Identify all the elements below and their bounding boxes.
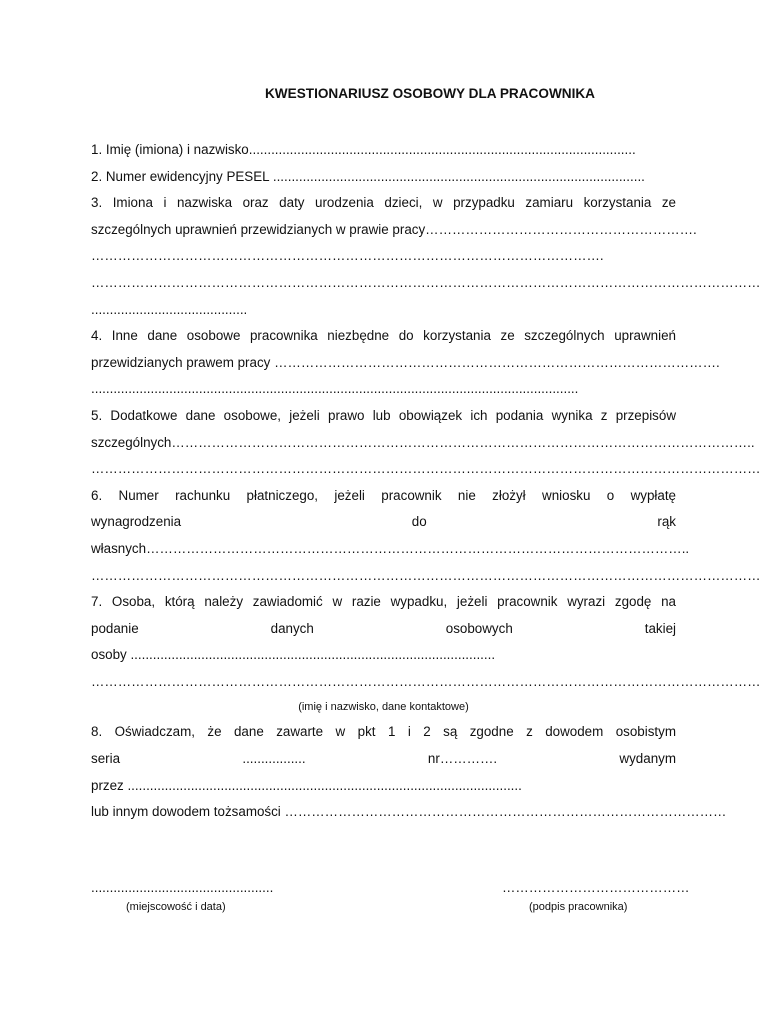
form-line: osoby .................................................................................................. xyxy=(91,647,496,663)
form-line: szczególnych uprawnień przewidzianych w prawie pracy……………………………………………………. xyxy=(91,221,697,237)
form-line: .......................................... xyxy=(91,301,248,317)
form-line: seria ................. nr…………. wydanym xyxy=(91,751,676,767)
form-line: 3. Imiona i nazwiska oraz daty urodzenia dzieci, w przypadku zamiaru korzystania ze xyxy=(91,195,676,211)
form-line: podanie danych osobowych takiej xyxy=(91,620,676,636)
place-date-line: ................................................. xyxy=(91,880,274,895)
form-line: 7. Osoba, którą należy zawiadomić w razie wypadku, jeżeli pracownik wyrazi zgodę na xyxy=(91,594,676,610)
form-line: 8. Oświadczam, że dane zawarte w pkt 1 i 2 są zgodne z dowodem osobistym xyxy=(91,724,676,740)
form-line: …………………………………………………………………………………………………………………………………… xyxy=(91,461,761,477)
form-line: przewidzianych prawem pracy ………………………………………………………………………………………. xyxy=(91,354,720,370)
form-line: własnych………………………………………………………………………………………………………….. xyxy=(91,540,690,556)
form-line: wynagrodzenia do rąk xyxy=(91,514,676,530)
place-date-signature-block xyxy=(91,880,273,913)
employee-signature-line: …………………………………… xyxy=(502,880,690,895)
form-line: 2. Numer ewidencyjny PESEL .................................................................................................... xyxy=(91,168,645,184)
form-line: ……………………………………………………………………………………………………. xyxy=(91,248,604,264)
form-line: przez .......................................................................................................... xyxy=(91,777,522,793)
questionnaire-body xyxy=(91,137,761,826)
employee-signature-block xyxy=(502,880,689,913)
place-date-label: (miejscowość i data) xyxy=(126,901,226,913)
form-line: …………………………………………………………………………………………………………………………………… xyxy=(91,567,761,583)
field-caption: (imię i nazwisko, dane kontaktowe) xyxy=(298,701,469,714)
form-line: 4. Inne dane osobowe pracownika niezbędne do korzystania ze szczególnych uprawnień xyxy=(91,328,676,344)
document-title: KWESTIONARIUSZ OSOBOWY DLA PRACOWNIKA xyxy=(264,86,596,101)
form-line: …………………………………………………………………………………………………………………………………… xyxy=(91,274,761,290)
form-line: szczególnych………………………………………………………………………………………………………………….. xyxy=(91,434,755,450)
form-line: 5. Dodatkowe dane osobowe, jeżeli prawo lub obowiązek ich podania wynika z przepisów xyxy=(91,407,676,423)
form-line: ................................................................................................................................... xyxy=(91,381,579,397)
form-line: 6. Numer rachunku płatniczego, jeżeli pracownik nie złożył wniosku o wypłatę xyxy=(91,487,676,503)
employee-signature-label: (podpis pracownika) xyxy=(529,901,628,913)
form-line: 1. Imię (imiona) i nazwisko........................................................................................................ xyxy=(91,142,636,157)
form-line: …………………………………………………………………………………………………………………………………… xyxy=(91,673,761,689)
form-line: lub innym dowodem tożsamości ……………………………………………………………………………………… xyxy=(91,804,727,820)
